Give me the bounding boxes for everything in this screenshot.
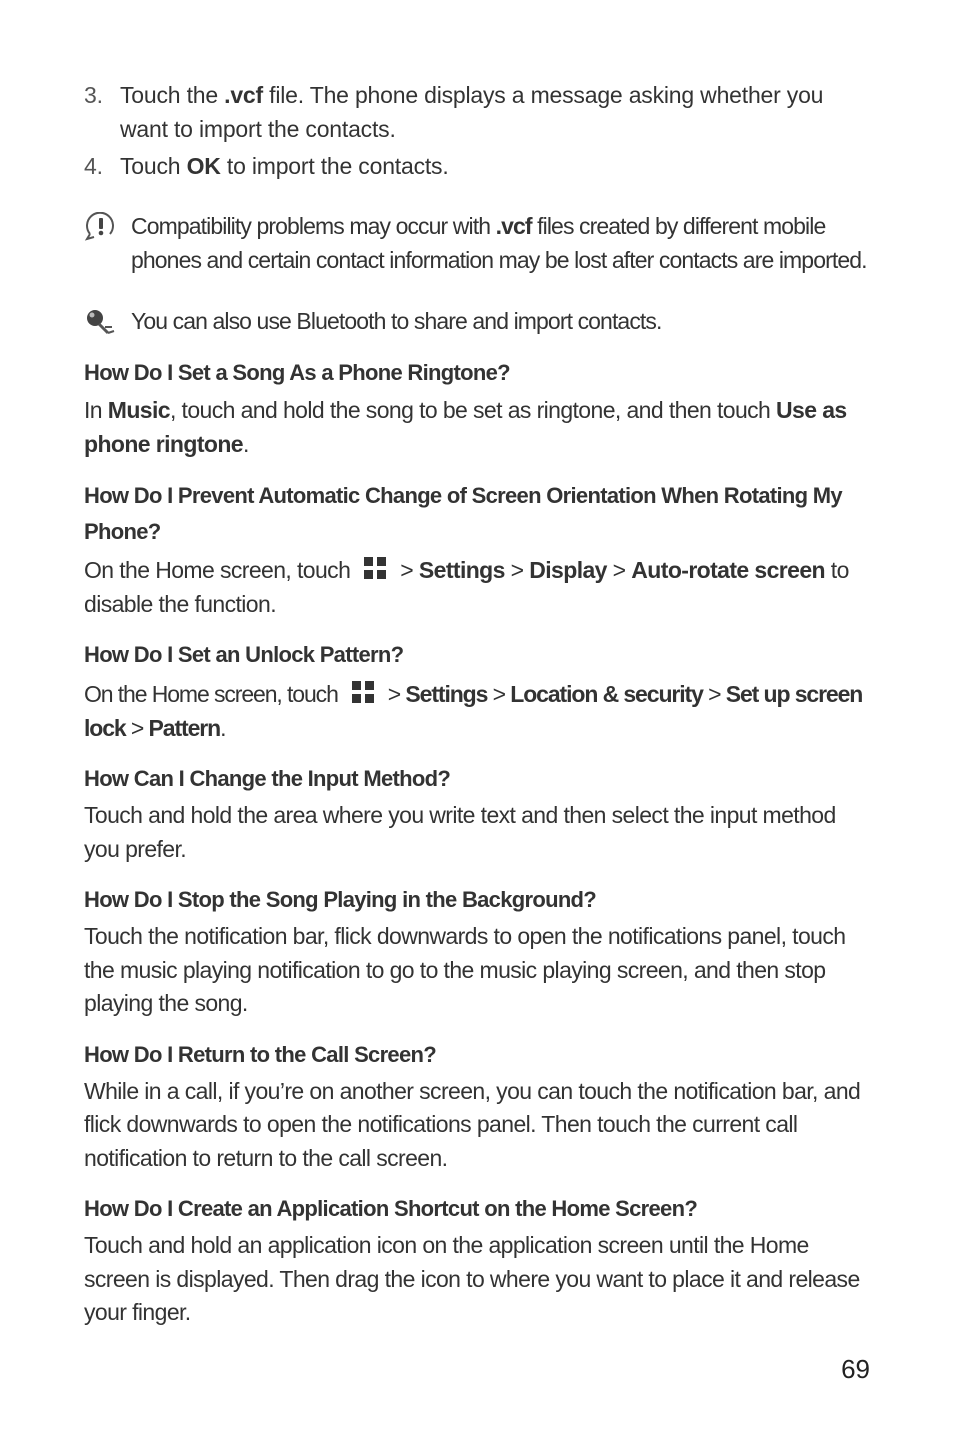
text: > [606, 557, 632, 583]
text: . [220, 714, 226, 741]
step-bold: .vcf [224, 82, 263, 108]
app-grid-icon [352, 681, 376, 705]
paragraph-stop-song: Touch the notification bar, flick downwards to open the notifications panel, touch the music playing notification to go to the music playing screen, and then stop playing the song. [84, 923, 846, 1016]
step-4 [84, 149, 870, 183]
step-3 [84, 78, 870, 146]
warning-icon [84, 212, 118, 242]
note-text: Compatibility problems may occur with [131, 213, 496, 239]
warning-note [84, 209, 870, 277]
paragraph-ringtone [84, 394, 870, 461]
paragraph-shortcut: Touch and hold an application icon on the application screen until the Home screen is displayed. Then drag the icon to where you want to place it and release your finger. [84, 1232, 860, 1325]
step-text: to import the contacts. [220, 153, 449, 179]
bold-text: Music [107, 397, 170, 423]
text: > [125, 714, 149, 741]
text: > [400, 557, 419, 583]
bold-text: Location & security [510, 681, 703, 707]
step-text: Touch [120, 153, 187, 179]
tip-icon [84, 307, 118, 337]
text: to disable the function. [84, 557, 849, 617]
bold-text: Use as phone ringtone [84, 397, 847, 457]
page-number: 69 [841, 1354, 870, 1384]
text: > [387, 681, 406, 707]
paragraph-call: While in a call, if you’re on another screen, you can touch the notification bar, and flick downwards to open the notifications panel. Then touch the current call notification to return to the call screen. [84, 1077, 861, 1171]
tip-note [84, 304, 870, 338]
text: On the Home screen, touch [84, 681, 338, 707]
text: On the Home screen, touch [84, 557, 351, 583]
text: , touch and hold the song to be set as ringtone, and then touch [169, 397, 777, 423]
note-text: files created by different mobile phones and certain contact information may be lost after contacts are imported. [131, 213, 867, 273]
step-number: 3. [84, 82, 103, 108]
note-text: You can also use Bluetooth to share and import contacts. [131, 308, 662, 334]
heading-shortcut: How Do I Create an Application Shortcut on the Home Screen? [84, 1196, 698, 1221]
bold-text: Set up screen lock [84, 681, 863, 741]
text: > [487, 681, 511, 707]
heading-input: How Can I Change the Input Method? [84, 766, 451, 791]
bold-text: Auto-rotate screen [631, 557, 825, 583]
manual-page [84, 72, 870, 1330]
step-text: file. The phone displays a message asking whether you want to import the contacts. [120, 82, 824, 142]
paragraph-unlock [84, 678, 870, 745]
bold-text: Settings [405, 681, 488, 707]
heading-call: How Do I Return to the Call Screen? [84, 1041, 436, 1067]
bold-text: Display [529, 557, 607, 583]
text: > [504, 557, 530, 583]
paragraph-input: Touch and hold the area where you write text and then select the input method you prefer. [84, 802, 836, 862]
text: . [242, 430, 249, 457]
step-text: Touch the [120, 82, 225, 108]
step-number: 4. [84, 153, 103, 179]
step-bold: OK [186, 153, 221, 179]
paragraph-orientation [84, 554, 870, 621]
heading-orientation: How Do I Prevent Automatic Change of Screen Orientation When Rotating My Phone? [84, 483, 842, 544]
app-grid-icon [364, 557, 388, 581]
bold-text: Pattern [148, 714, 221, 741]
text: > [702, 681, 726, 707]
heading-unlock: How Do I Set an Unlock Pattern? [84, 642, 404, 667]
note-bold: .vcf [495, 213, 532, 239]
text: In [84, 397, 108, 423]
bold-text: Settings [418, 557, 505, 583]
heading-ringtone: How Do I Set a Song As a Phone Ringtone? [84, 360, 510, 385]
heading-stop-song: How Do I Stop the Song Playing in the Background? [84, 887, 597, 912]
